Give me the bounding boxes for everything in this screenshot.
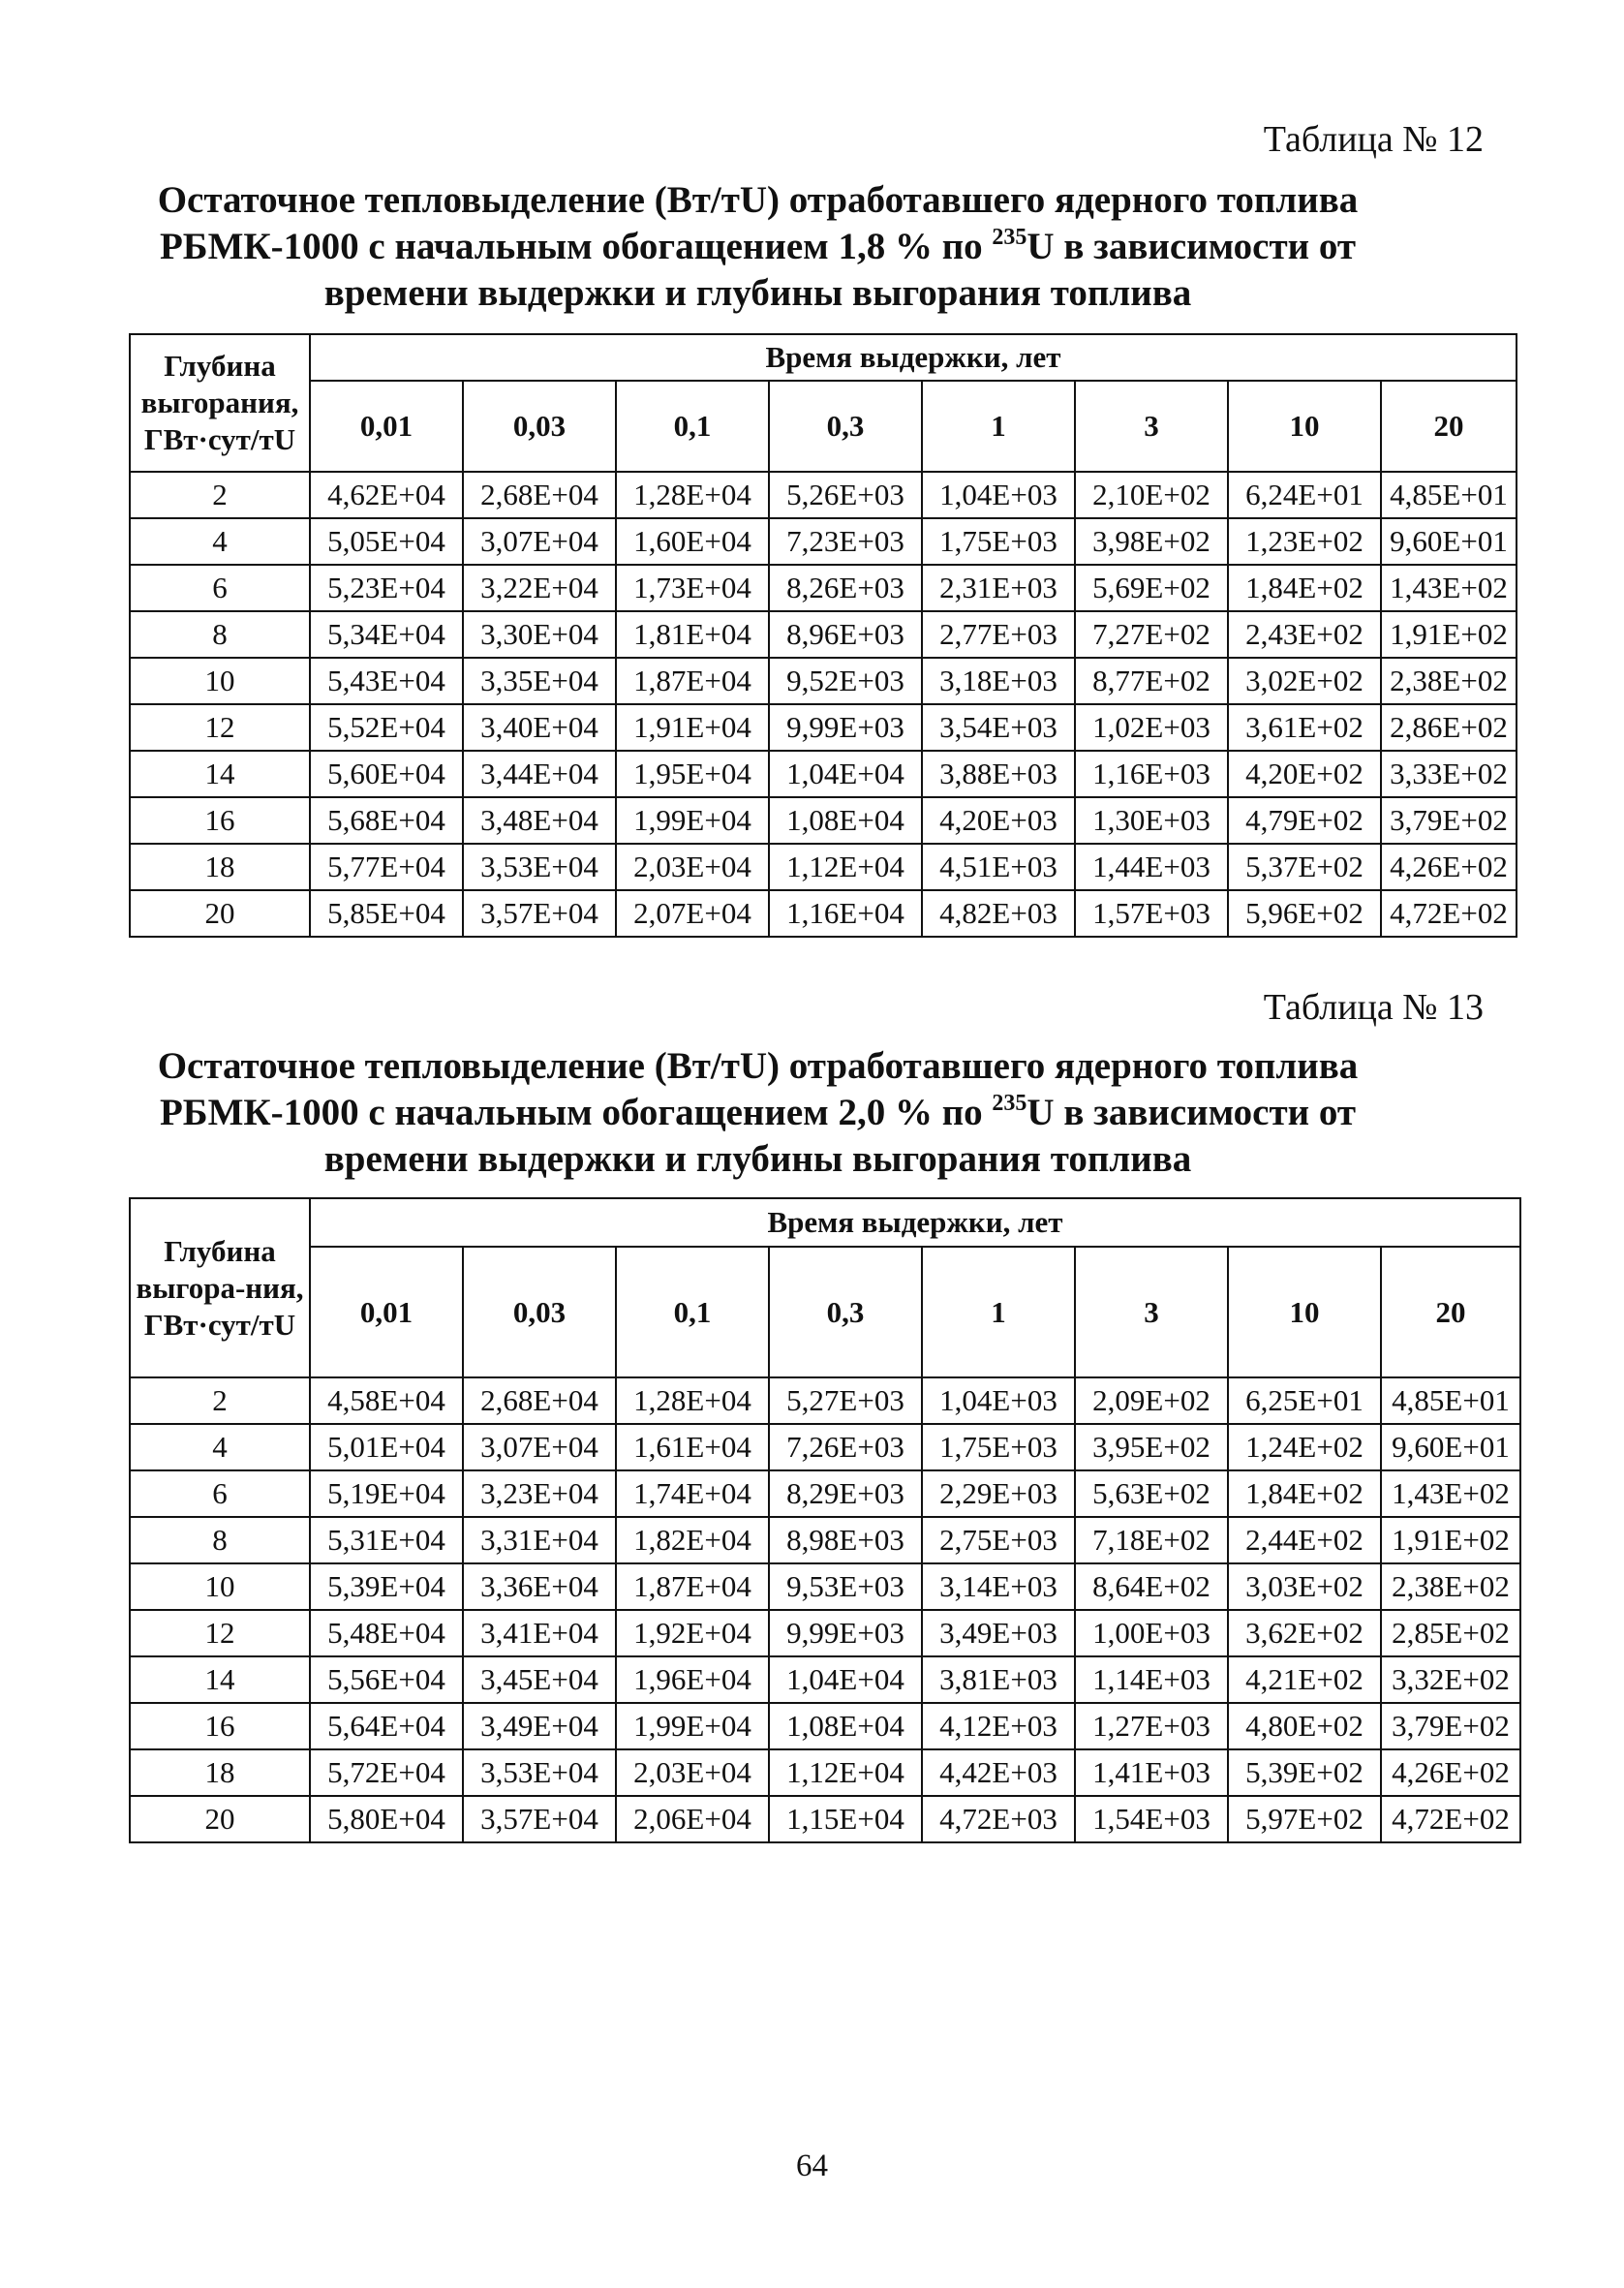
- value-cell: 1,12E+04: [769, 1749, 922, 1796]
- depth-cell: 8: [130, 611, 310, 658]
- table-row: [130, 658, 1517, 704]
- value-cell: 1,14E+03: [1075, 1656, 1228, 1703]
- value-cell: 4,80E+02: [1228, 1703, 1381, 1749]
- value-cell: 1,87E+04: [616, 1563, 769, 1610]
- value-cell: 5,26E+03: [769, 472, 922, 518]
- title-line-3: времени выдержки и глубины выгорания топлива: [323, 272, 1192, 314]
- value-cell: 1,30E+03: [1075, 797, 1228, 844]
- value-cell: 2,38E+02: [1381, 1563, 1520, 1610]
- column-header: 1: [922, 1247, 1075, 1377]
- value-cell: 5,43E+04: [310, 658, 463, 704]
- depth-cell: 2: [130, 472, 310, 518]
- value-cell: 5,27E+03: [769, 1377, 922, 1424]
- value-cell: 1,74E+04: [616, 1470, 769, 1517]
- value-cell: 3,23E+04: [463, 1470, 616, 1517]
- depth-cell: 10: [130, 1563, 310, 1610]
- table-row: [130, 518, 1517, 565]
- value-cell: 3,53E+04: [463, 844, 616, 890]
- value-cell: 3,18E+03: [922, 658, 1075, 704]
- value-cell: 3,88E+03: [922, 751, 1075, 797]
- depth-cell: 4: [130, 518, 310, 565]
- table-row: [130, 844, 1517, 890]
- page-number: 64: [796, 2149, 828, 2183]
- value-cell: 2,77E+03: [922, 611, 1075, 658]
- title-line-3: времени выдержки и глубины выгорания топлива: [323, 1138, 1192, 1180]
- value-cell: 1,27E+03: [1075, 1703, 1228, 1749]
- value-cell: 3,48E+04: [463, 797, 616, 844]
- column-header: 0,1: [616, 1247, 769, 1377]
- value-cell: 9,60E+01: [1381, 1424, 1520, 1470]
- value-cell: 1,04E+04: [769, 751, 922, 797]
- value-cell: 5,64E+04: [310, 1703, 463, 1749]
- value-cell: 1,00E+03: [1075, 1610, 1228, 1656]
- value-cell: 1,84E+02: [1228, 1470, 1381, 1517]
- value-cell: 8,26E+03: [769, 565, 922, 611]
- value-cell: 4,58E+04: [310, 1377, 463, 1424]
- value-cell: 1,04E+03: [922, 1377, 1075, 1424]
- value-cell: 4,85E+01: [1381, 472, 1517, 518]
- value-cell: 3,53E+04: [463, 1749, 616, 1796]
- value-cell: 3,49E+03: [922, 1610, 1075, 1656]
- value-cell: 2,06E+04: [616, 1796, 769, 1842]
- value-cell: 4,12E+03: [922, 1703, 1075, 1749]
- value-cell: 1,84E+02: [1228, 565, 1381, 611]
- value-cell: 1,04E+03: [922, 472, 1075, 518]
- title-line-1: Остаточное тепловыделение (Вт/тU) отработавшего ядерного топлива: [157, 179, 1359, 221]
- value-cell: 5,34E+04: [310, 611, 463, 658]
- value-cell: 3,07E+04: [463, 1424, 616, 1470]
- value-cell: 2,68E+04: [463, 472, 616, 518]
- value-cell: 5,48E+04: [310, 1610, 463, 1656]
- value-cell: 2,07E+04: [616, 890, 769, 937]
- column-header: 20: [1381, 1247, 1520, 1377]
- value-cell: 7,23E+03: [769, 518, 922, 565]
- value-cell: 2,44E+02: [1228, 1517, 1381, 1563]
- value-cell: 3,45E+04: [463, 1656, 616, 1703]
- value-cell: 1,43E+02: [1381, 565, 1517, 611]
- column-header: 0,3: [769, 1247, 922, 1377]
- value-cell: 5,39E+02: [1228, 1749, 1381, 1796]
- column-header: 0,03: [463, 381, 616, 472]
- value-cell: 4,72E+02: [1381, 890, 1517, 937]
- value-cell: 3,49E+04: [463, 1703, 616, 1749]
- value-cell: 3,36E+04: [463, 1563, 616, 1610]
- value-cell: 7,27E+02: [1075, 611, 1228, 658]
- value-cell: 5,52E+04: [310, 704, 463, 751]
- value-cell: 5,23E+04: [310, 565, 463, 611]
- value-cell: 9,99E+03: [769, 1610, 922, 1656]
- value-cell: 1,44E+03: [1075, 844, 1228, 890]
- value-cell: 3,54E+03: [922, 704, 1075, 751]
- value-cell: 1,99E+04: [616, 1703, 769, 1749]
- value-cell: 3,32E+02: [1381, 1656, 1520, 1703]
- value-cell: 2,29E+03: [922, 1470, 1075, 1517]
- time-group-header: Время выдержки, лет: [310, 1198, 1520, 1247]
- table-row: [130, 1796, 1520, 1842]
- table-row: [130, 565, 1517, 611]
- value-cell: 5,72E+04: [310, 1749, 463, 1796]
- column-header-row: [130, 1247, 1520, 1377]
- value-cell: 8,29E+03: [769, 1470, 922, 1517]
- value-cell: 1,96E+04: [616, 1656, 769, 1703]
- value-cell: 1,60E+04: [616, 518, 769, 565]
- value-cell: 3,81E+03: [922, 1656, 1075, 1703]
- value-cell: 3,31E+04: [463, 1517, 616, 1563]
- depth-cell: 8: [130, 1517, 310, 1563]
- value-cell: 8,64E+02: [1075, 1563, 1228, 1610]
- value-cell: 2,03E+04: [616, 844, 769, 890]
- title-line-2: РБМК-1000 с начальным обогащением 1,8 % по $^{235}$U в зависимости от: [159, 225, 1357, 267]
- value-cell: 1,73E+04: [616, 565, 769, 611]
- depth-cell: 20: [130, 1796, 310, 1842]
- column-header: 1: [922, 381, 1075, 472]
- table-row: [130, 611, 1517, 658]
- value-cell: 6,25E+01: [1228, 1377, 1381, 1424]
- value-cell: 4,72E+02: [1381, 1796, 1520, 1842]
- value-cell: 9,53E+03: [769, 1563, 922, 1610]
- value-cell: 1,87E+04: [616, 658, 769, 704]
- value-cell: 1,23E+02: [1228, 518, 1381, 565]
- value-cell: 1,75E+03: [922, 518, 1075, 565]
- value-cell: 1,95E+04: [616, 751, 769, 797]
- value-cell: 1,82E+04: [616, 1517, 769, 1563]
- depth-cell: 6: [130, 565, 310, 611]
- value-cell: 1,16E+03: [1075, 751, 1228, 797]
- depth-column-header: Глубина выгорания, ГВт·сут/тU: [130, 334, 310, 472]
- value-cell: 2,10E+02: [1075, 472, 1228, 518]
- value-cell: 1,54E+03: [1075, 1796, 1228, 1842]
- value-cell: 5,63E+02: [1075, 1470, 1228, 1517]
- depth-cell: 20: [130, 890, 310, 937]
- value-cell: 8,98E+03: [769, 1517, 922, 1563]
- value-cell: 1,91E+04: [616, 704, 769, 751]
- value-cell: 1,41E+03: [1075, 1749, 1228, 1796]
- table-row: [130, 797, 1517, 844]
- value-cell: 7,26E+03: [769, 1424, 922, 1470]
- value-cell: 5,68E+04: [310, 797, 463, 844]
- depth-cell: 10: [130, 658, 310, 704]
- value-cell: 9,52E+03: [769, 658, 922, 704]
- heat-release-table: [129, 1197, 1521, 1843]
- value-cell: 2,38E+02: [1381, 658, 1517, 704]
- value-cell: 3,07E+04: [463, 518, 616, 565]
- value-cell: 3,03E+02: [1228, 1563, 1381, 1610]
- value-cell: 1,16E+04: [769, 890, 922, 937]
- value-cell: 2,75E+03: [922, 1517, 1075, 1563]
- value-cell: 3,35E+04: [463, 658, 616, 704]
- value-cell: 4,85E+01: [1381, 1377, 1520, 1424]
- value-cell: 4,62E+04: [310, 472, 463, 518]
- time-group-header: Время выдержки, лет: [310, 334, 1517, 381]
- column-header: 0,01: [310, 381, 463, 472]
- value-cell: 6,24E+01: [1228, 472, 1381, 518]
- table-row: [130, 890, 1517, 937]
- value-cell: 1,08E+04: [769, 1703, 922, 1749]
- value-cell: 4,26E+02: [1381, 844, 1517, 890]
- value-cell: 3,44E+04: [463, 751, 616, 797]
- value-cell: 1,81E+04: [616, 611, 769, 658]
- depth-cell: 4: [130, 1424, 310, 1470]
- value-cell: 4,42E+03: [922, 1749, 1075, 1796]
- table-row: [130, 1749, 1520, 1796]
- table-number: Таблица № 12: [1263, 119, 1484, 160]
- table-row: [130, 1517, 1520, 1563]
- value-cell: 5,01E+04: [310, 1424, 463, 1470]
- value-cell: 3,33E+02: [1381, 751, 1517, 797]
- value-cell: 3,98E+02: [1075, 518, 1228, 565]
- value-cell: 1,04E+04: [769, 1656, 922, 1703]
- value-cell: 5,19E+04: [310, 1470, 463, 1517]
- depth-cell: 14: [130, 751, 310, 797]
- value-cell: 5,39E+04: [310, 1563, 463, 1610]
- depth-cell: 12: [130, 1610, 310, 1656]
- value-cell: 1,99E+04: [616, 797, 769, 844]
- value-cell: 5,05E+04: [310, 518, 463, 565]
- table-row: [130, 1656, 1520, 1703]
- value-cell: 2,31E+03: [922, 565, 1075, 611]
- value-cell: 3,30E+04: [463, 611, 616, 658]
- depth-cell: 16: [130, 1703, 310, 1749]
- isotope-superscript: 235: [992, 225, 1027, 250]
- value-cell: 4,72E+03: [922, 1796, 1075, 1842]
- value-cell: 2,68E+04: [463, 1377, 616, 1424]
- value-cell: 3,40E+04: [463, 704, 616, 751]
- value-cell: 4,51E+03: [922, 844, 1075, 890]
- value-cell: 1,75E+03: [922, 1424, 1075, 1470]
- value-cell: 8,96E+03: [769, 611, 922, 658]
- column-header: 3: [1075, 381, 1228, 472]
- depth-cell: 14: [130, 1656, 310, 1703]
- value-cell: 4,26E+02: [1381, 1749, 1520, 1796]
- column-header: 0,01: [310, 1247, 463, 1377]
- value-cell: 1,91E+02: [1381, 1517, 1520, 1563]
- table-row: [130, 472, 1517, 518]
- value-cell: 5,31E+04: [310, 1517, 463, 1563]
- value-cell: 4,21E+02: [1228, 1656, 1381, 1703]
- value-cell: 5,69E+02: [1075, 565, 1228, 611]
- value-cell: 1,28E+04: [616, 472, 769, 518]
- value-cell: 2,03E+04: [616, 1749, 769, 1796]
- value-cell: 1,57E+03: [1075, 890, 1228, 937]
- value-cell: 4,20E+02: [1228, 751, 1381, 797]
- value-cell: 1,43E+02: [1381, 1470, 1520, 1517]
- table-row: [130, 1703, 1520, 1749]
- column-header: 0,3: [769, 381, 922, 472]
- column-header: 20: [1381, 381, 1517, 472]
- value-cell: 3,22E+04: [463, 565, 616, 611]
- value-cell: 3,57E+04: [463, 1796, 616, 1842]
- value-cell: 1,15E+04: [769, 1796, 922, 1842]
- value-cell: 3,41E+04: [463, 1610, 616, 1656]
- depth-cell: 2: [130, 1377, 310, 1424]
- value-cell: 4,82E+03: [922, 890, 1075, 937]
- value-cell: 3,61E+02: [1228, 704, 1381, 751]
- depth-cell: 16: [130, 797, 310, 844]
- value-cell: 5,37E+02: [1228, 844, 1381, 890]
- table-row: [130, 1563, 1520, 1610]
- value-cell: 1,91E+02: [1381, 611, 1517, 658]
- table-number: Таблица № 13: [1263, 987, 1484, 1028]
- table-row: [130, 1424, 1520, 1470]
- title-line-1: Остаточное тепловыделение (Вт/тU) отработавшего ядерного топлива: [157, 1045, 1359, 1087]
- value-cell: 2,09E+02: [1075, 1377, 1228, 1424]
- value-cell: 3,57E+04: [463, 890, 616, 937]
- value-cell: 7,18E+02: [1075, 1517, 1228, 1563]
- column-header: 10: [1228, 1247, 1381, 1377]
- value-cell: 1,02E+03: [1075, 704, 1228, 751]
- value-cell: 4,20E+03: [922, 797, 1075, 844]
- value-cell: 3,14E+03: [922, 1563, 1075, 1610]
- depth-cell: 18: [130, 1749, 310, 1796]
- value-cell: 1,92E+04: [616, 1610, 769, 1656]
- table-row: [130, 1377, 1520, 1424]
- value-cell: 5,97E+02: [1228, 1796, 1381, 1842]
- value-cell: 5,56E+04: [310, 1656, 463, 1703]
- column-header: 0,03: [463, 1247, 616, 1377]
- value-cell: 1,24E+02: [1228, 1424, 1381, 1470]
- depth-cell: 18: [130, 844, 310, 890]
- value-cell: 9,60E+01: [1381, 518, 1517, 565]
- depth-column-header: Глубина выгора-ния, ГВт·сут/тU: [130, 1198, 310, 1377]
- column-header: 3: [1075, 1247, 1228, 1377]
- table-title: [126, 177, 1390, 317]
- depth-cell: 6: [130, 1470, 310, 1517]
- value-cell: 2,85E+02: [1381, 1610, 1520, 1656]
- table-title: [126, 1043, 1390, 1183]
- value-cell: 1,08E+04: [769, 797, 922, 844]
- value-cell: 3,95E+02: [1075, 1424, 1228, 1470]
- table-row: [130, 1610, 1520, 1656]
- value-cell: 3,79E+02: [1381, 1703, 1520, 1749]
- value-cell: 2,43E+02: [1228, 611, 1381, 658]
- value-cell: 5,60E+04: [310, 751, 463, 797]
- value-cell: 5,80E+04: [310, 1796, 463, 1842]
- column-header-row: [130, 381, 1517, 472]
- table-row: [130, 751, 1517, 797]
- table-row: [130, 704, 1517, 751]
- value-cell: 3,02E+02: [1228, 658, 1381, 704]
- value-cell: 3,79E+02: [1381, 797, 1517, 844]
- depth-cell: 12: [130, 704, 310, 751]
- value-cell: 4,79E+02: [1228, 797, 1381, 844]
- value-cell: 5,77E+04: [310, 844, 463, 890]
- value-cell: 1,61E+04: [616, 1424, 769, 1470]
- value-cell: 5,96E+02: [1228, 890, 1381, 937]
- value-cell: 1,12E+04: [769, 844, 922, 890]
- value-cell: 2,86E+02: [1381, 704, 1517, 751]
- title-line-2: РБМК-1000 с начальным обогащением 2,0 % по $^{235}$U в зависимости от: [159, 1091, 1357, 1133]
- value-cell: 8,77E+02: [1075, 658, 1228, 704]
- isotope-superscript: 235: [992, 1091, 1027, 1116]
- value-cell: 1,28E+04: [616, 1377, 769, 1424]
- heat-release-table: [129, 333, 1517, 938]
- column-header: 10: [1228, 381, 1381, 472]
- value-cell: 5,85E+04: [310, 890, 463, 937]
- column-header: 0,1: [616, 381, 769, 472]
- table-row: [130, 1470, 1520, 1517]
- value-cell: 3,62E+02: [1228, 1610, 1381, 1656]
- value-cell: 9,99E+03: [769, 704, 922, 751]
